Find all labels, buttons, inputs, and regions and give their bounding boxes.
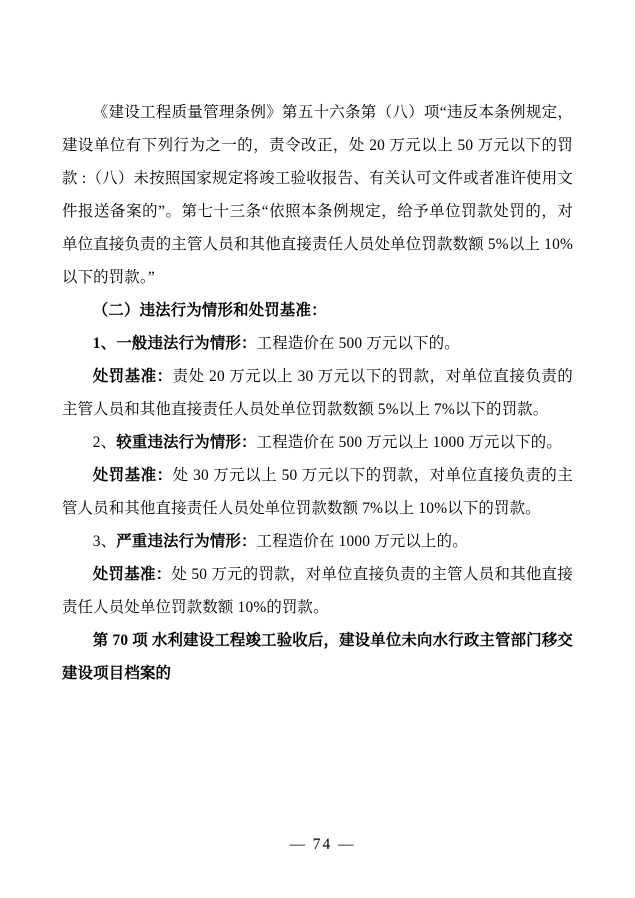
paragraph-section-heading: （二）违法行为情形和处罚基准： [92,302,327,319]
page-number: — 74 — [289,836,356,853]
case-1-label: 1、一般违法行为情形： [92,335,257,352]
paragraph-item-70-heading: 第 70 项 水利建设工程竣工验收后，建设单位未向水行政主管部门移交建设项目档案的 [62,632,573,682]
case-2-label: 较重违法行为情形： [116,434,257,451]
paragraph-case-3 [62,525,573,558]
case-2-number: 2、 [92,434,117,451]
penalty-2-label: 处罚基准： [92,467,173,484]
paragraph-penalty-3 [62,558,573,624]
paragraph-case-1 [62,327,573,360]
penalty-2-body: 处 30 万元以上 50 万元以下的罚款，对单位直接负责的主管人员和其他直接责任人员处单位罚款数额 7%以上 10%以下的罚款。 [62,467,573,517]
case-1-body: 工程造价在 500 万元以下的。 [256,335,460,352]
case-2-body: 工程造价在 500 万元以上 1000 万元以下的。 [256,434,562,451]
paragraph-penalty-1 [62,360,573,426]
penalty-3-label: 处罚基准： [92,566,172,583]
paragraph-case-2 [62,426,573,459]
penalty-1-label: 处罚基准： [92,368,173,385]
penalty-3-body: 处 50 万元的罚款，对单位直接负责的主管人员和其他直接责任人员处单位罚款数额 10%的罚款。 [62,566,573,616]
case-3-number: 3、 [92,533,117,550]
page-footer [0,836,635,854]
case-3-body: 工程造价在 1000 万元以上的。 [256,533,468,550]
paragraph-regulation-citation: 《建设工程质量管理条例》第五十六条第（八）项“违反本条例规定，建设单位有下列行为之一的，责令改正，处 20 万元以上 50 万元以下的罚款 :（八）未按照国家规定将竣工验收报告、有关认可文件或者准许使用文件报送备案的”。第七十三条“依照本条例规定，给予单位罚款处罚的，对单位直接负责的主管人员和其他直接责任人员处单位罚款数额 5%以上 10%以下的罚款。” [62,104,573,286]
paragraph-penalty-2 [62,459,573,525]
penalty-1-body: 责处 20 万元以上 30 万元以下的罚款，对单位直接负责的主管人员和其他直接责任人员处单位罚款数额 5%以上 7%以下的罚款。 [62,368,573,418]
case-3-label: 严重违法行为情形： [116,533,257,550]
